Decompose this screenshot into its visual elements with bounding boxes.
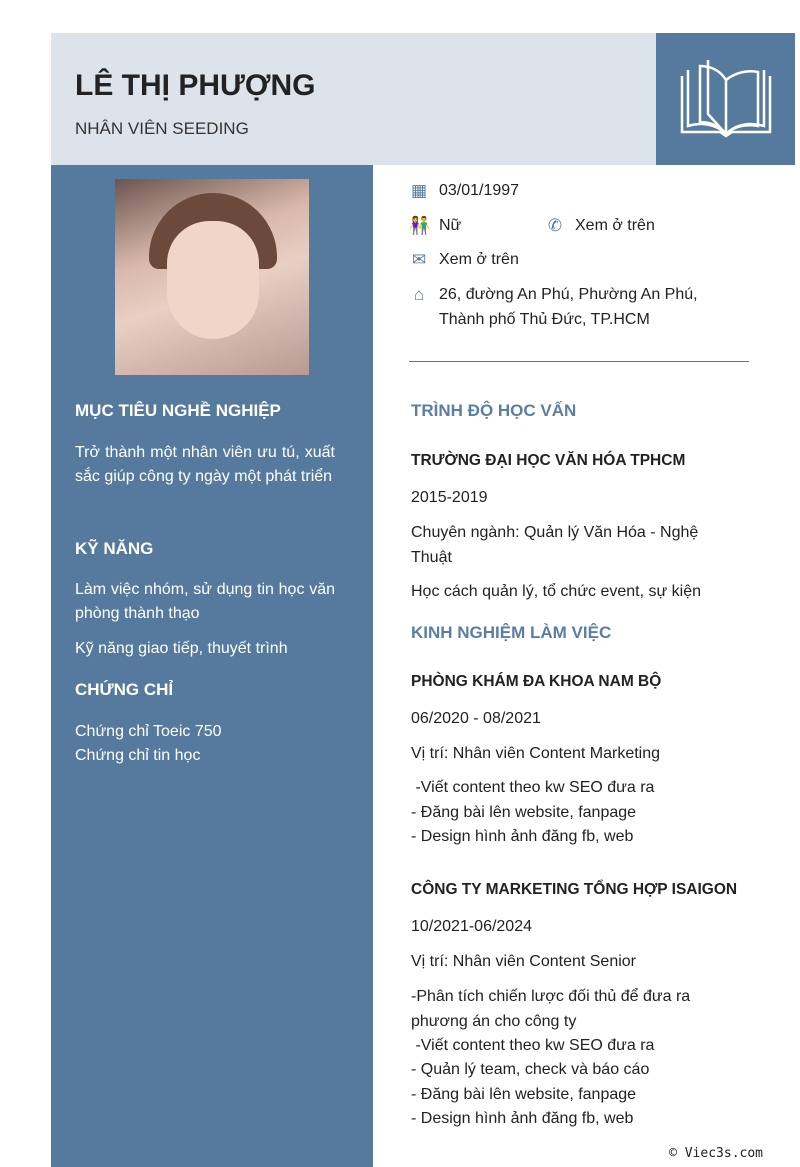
envelope-icon: ✉: [411, 250, 427, 269]
experience-heading: KINH NGHIỆM LÀM VIỆC: [411, 623, 612, 642]
job-duty: - Quản lý team, check và báo cáo: [411, 1061, 650, 1078]
school-name: TRƯỜNG ĐẠI HỌC VĂN HÓA TPHCM: [411, 452, 686, 469]
left-column: [51, 165, 373, 1167]
job-position: Vị trí: Nhân viên Content Marketing: [411, 745, 661, 762]
phone-icon: ✆: [547, 216, 563, 235]
cert-item: Chứng chỉ tin học: [75, 747, 201, 764]
education-major: Chuyên ngành: Quản lý Văn Hóa - Nghệ Thuật: [411, 524, 699, 566]
copyright: © Viec3s.com: [669, 1146, 763, 1161]
divider: [409, 361, 749, 362]
profile-photo: [115, 179, 309, 375]
gender-icon: 👫: [409, 216, 431, 235]
address-row: [409, 282, 698, 332]
job-duty: -Phân tích chiến lược đối thủ để đưa ra phương án cho công ty: [411, 988, 691, 1030]
education-note: Học cách quản lý, tổ chức event, sự kiện: [411, 583, 702, 600]
calendar-icon: ▦: [410, 181, 428, 200]
job-duty: - Đăng bài lên website, fanpage: [411, 804, 637, 821]
gender-value: Nữ: [439, 217, 462, 234]
gender-row: [409, 213, 461, 238]
email-value: Xem ở trên: [439, 251, 519, 268]
cv-header: [51, 33, 656, 165]
address-line: 26, đường An Phú, Phường An Phú,: [439, 286, 698, 303]
skill-item: Làm việc nhóm, sử dụng tin học văn phòng thành thạo: [75, 581, 335, 622]
job-position: Vị trí: Nhân viên Content Senior: [411, 953, 637, 970]
skill-item: Kỹ năng giao tiếp, thuyết trình: [75, 640, 288, 657]
company-name: CÔNG TY MARKETING TỔNG HỢP ISAIGON: [411, 881, 738, 898]
job-title: NHÂN VIÊN SEEDING: [75, 119, 249, 138]
job-duty: - Design hình ảnh đăng fb, web: [411, 1110, 634, 1127]
skills-heading: KỸ NĂNG: [75, 539, 154, 558]
home-icon: ⌂: [413, 285, 425, 304]
job-period: 06/2020 - 08/2021: [411, 710, 541, 727]
address-line: Thành phố Thủ Đức, TP.HCM: [439, 311, 650, 328]
dob-value: 03/01/1997: [439, 182, 520, 199]
phone-value: Xem ở trên: [575, 217, 655, 234]
certs-heading: CHỨNG CHỈ: [75, 680, 174, 699]
email-row: [409, 247, 519, 272]
company-name: PHÒNG KHÁM ĐA KHOA NAM BỘ: [411, 673, 662, 690]
education-heading: TRÌNH ĐỘ HỌC VẤN: [411, 401, 577, 420]
book-icon: [656, 33, 795, 165]
candidate-name: LÊ THỊ PHƯỢNG: [75, 69, 316, 102]
dob-row: [409, 178, 519, 203]
cert-item: Chứng chỉ Toeic 750: [75, 723, 222, 740]
phone-row: [545, 213, 655, 238]
job-duty: -Viết content theo kw SEO đưa ra: [411, 779, 655, 796]
objective-heading: MỤC TIÊU NGHỀ NGHIỆP: [75, 401, 281, 420]
address-value: [439, 282, 698, 332]
objective-text: Trở thành một nhân viên ưu tú, xuất sắc giúp công ty ngày một phát triển: [75, 444, 335, 485]
education-period: 2015-2019: [411, 489, 488, 506]
job-duty: -Viết content theo kw SEO đưa ra: [411, 1037, 655, 1054]
job-duty: - Design hình ảnh đăng fb, web: [411, 828, 634, 845]
job-period: 10/2021-06/2024: [411, 918, 532, 935]
job-duty: - Đăng bài lên website, fanpage: [411, 1086, 637, 1103]
